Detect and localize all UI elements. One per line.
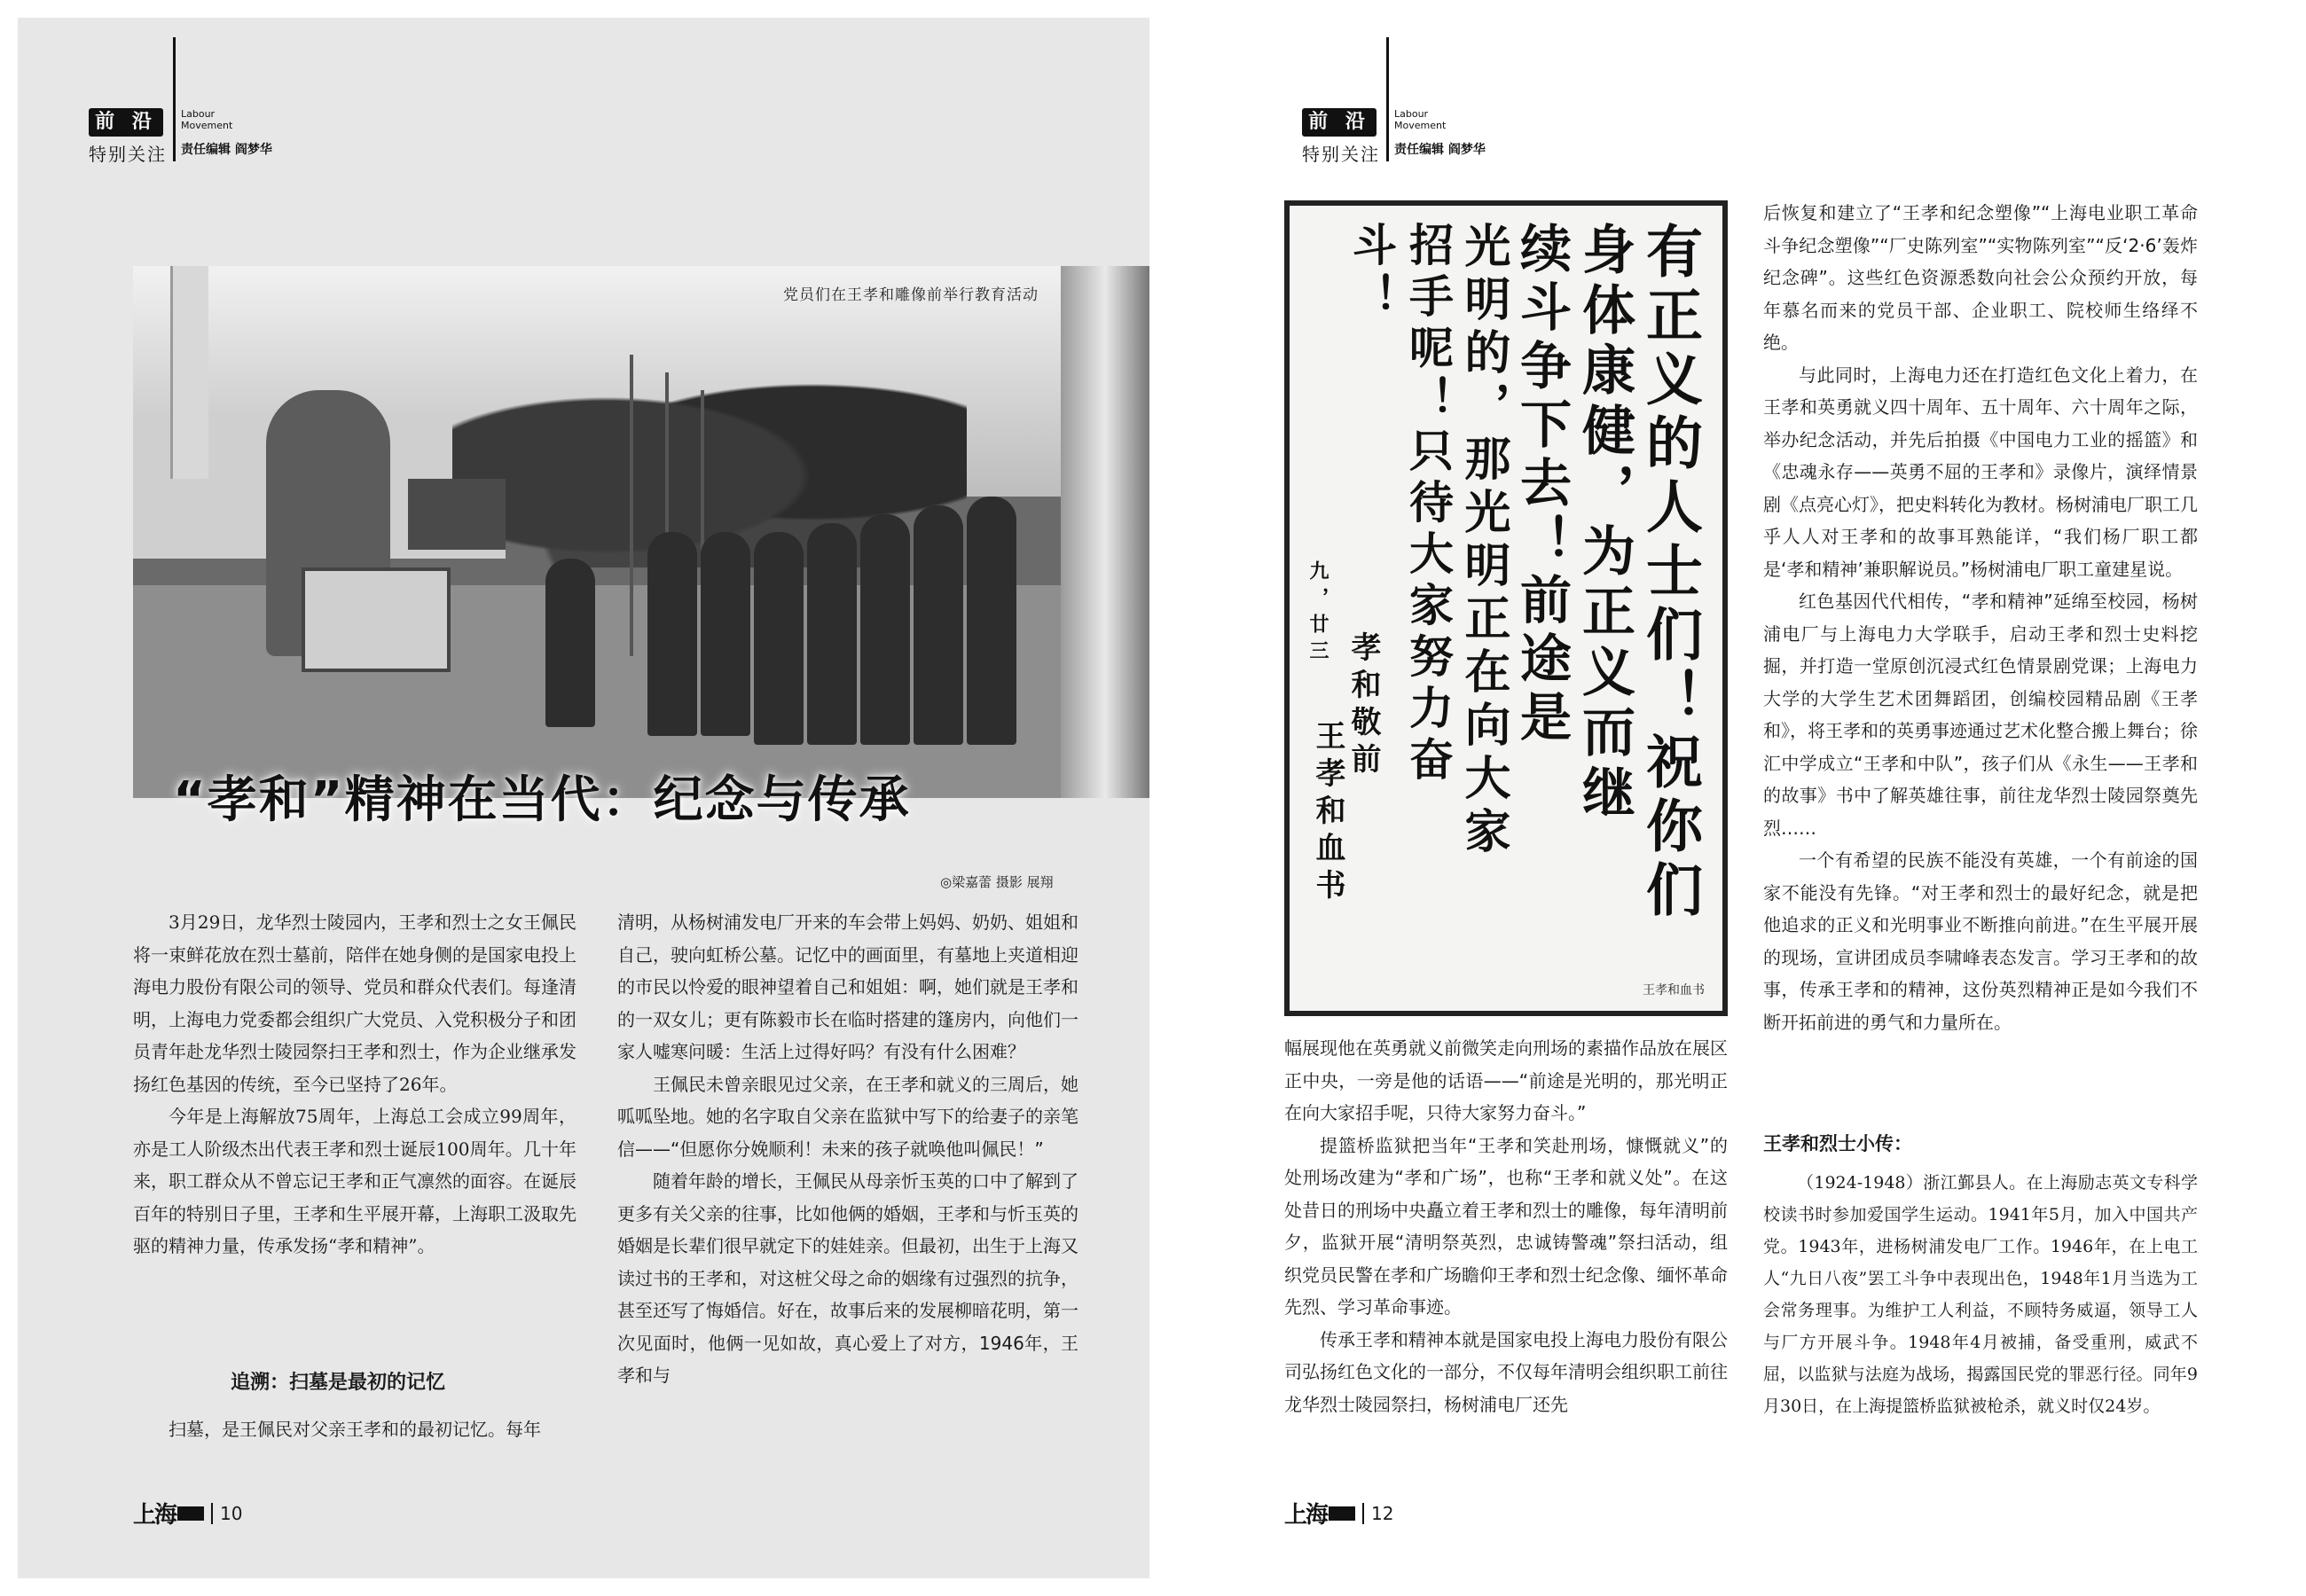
magazine-logo: 上海 [133, 1502, 176, 1529]
paragraph: 随着年龄的增长，王佩民从母亲忻玉英的口中了解到了更多有关父亲的往事，比如他俩的婚姻，王孝和与忻玉英的婚姻是长辈们很早就定下的娃娃亲。但最初，出生于上海又读过书的王孝和，对这桩父母之命的姻缘有过强烈的抗争，甚至还写了悔婚信。好在，故事后来的发展柳暗花明，第一次见面时，他俩一见如故，真心爱上了对方，1946年，王孝和与 [617, 1170, 1078, 1386]
column-2 [617, 906, 1078, 1392]
photo-person [967, 497, 1016, 745]
page-header [1302, 37, 1834, 170]
article-title: “孝和”精神在当代：纪念与传承 [173, 771, 911, 829]
section-label: 特别关注 [1302, 144, 1380, 165]
header-divider [1386, 37, 1389, 161]
header-divider [173, 37, 176, 161]
photo-person [914, 505, 963, 745]
section-english [181, 108, 232, 131]
paragraph: 王佩民未曾亲眼见过父亲，在王孝和就义的三周后，她呱呱坠地。她的名字取自父亲在监狱中写下的给妻子的亲笔信——“但愿你分娩顺利！未来的孩子就唤他叫佩民！” [617, 1073, 1078, 1160]
page-footer [133, 1497, 242, 1529]
editor-credit: 责任编辑 阎梦华 [1394, 143, 1486, 157]
page-number: 10 [220, 1502, 243, 1524]
paragraph: 提篮桥监狱把当年“王孝和笑赴刑场，慷慨就义”的处刑场改建为“孝和广场”，也称“王孝和就义处”。在这处昔日的刑场中央矗立着王孝和烈士的雕像，每年清明前夕，监狱开展“清明祭英烈，忠诚铸警魂”祭扫活动，组织党员民警在孝和广场瞻仰王孝和烈士纪念像、缅怀革命先烈、学习革命事迹。 [1284, 1134, 1728, 1318]
letter-column: 招手呢！只待大家努力奋 [1402, 222, 1455, 787]
column-3 [1284, 1032, 1728, 1420]
letter-column: 续斗争下去！前途是 [1511, 222, 1572, 748]
photo-person [701, 532, 750, 736]
english-line-1: Labour [181, 108, 216, 120]
paragraph: 与此同时，上海电力还在打造红色文化上着力，在王孝和英勇就义四十周年、五十周年、六十周年之际，举办纪念活动，并先后拍摄《中国电力工业的摇篮》和《忠魂永存——英勇不屈的王孝和》录像片，演绎情景剧《点亮心灯》，把史料转化为教材。杨树浦电厂职工几乎人人对王孝和的故事耳熟能详，“我们杨厂职工都是‘孝和精神’兼职解说员。”杨树浦电厂职工童建星说。 [1763, 364, 2198, 580]
photo-person [807, 523, 857, 745]
letter-date: 九，廿三 [1306, 560, 1329, 667]
right-page [1231, 18, 2306, 1578]
facsimile-caption: 王孝和血书 [1643, 983, 1705, 998]
page-footer [1284, 1497, 1393, 1529]
photo-person [860, 514, 910, 745]
paragraph: 幅展现他在英勇就义前微笑走向刑场的素描作品放在展区正中央，一旁是他的话语——“前途是光明的，那光明正在向大家招手呢，只待大家努力奋斗。” [1284, 1037, 1728, 1123]
letter-column: 有正义的人士们！祝你们 [1636, 222, 1703, 924]
party-flag [408, 479, 506, 550]
paragraph: 今年是上海解放75周年，上海总工会成立99周年，亦是工人阶级杰出代表王孝和烈士诞辰100周年。几十年来，职工群众从不曾忘记王孝和正气凛然的面容。在诞辰百年的特别日子里，王孝和生平展开幕，上海职工汲取先驱的精神力量，传承发扬“孝和精神”。 [133, 1106, 576, 1256]
paragraph: 红色基因代代相传，“孝和精神”延绵至校园，杨树浦电厂与上海电力大学联手，启动王孝和烈士史料挖掘，并打造一堂原创沉浸式红色情景剧党课；上海电力大学的大学生艺术团舞蹈团，创编校园精品剧《王孝和》，将王孝和的英勇事迹通过艺术化整合搬上舞台；徐汇中学成立“王孝和中队”，孩子们从《永生——王孝和的故事》书中了解英雄往事，前往龙华烈士陵园祭奠先烈…… [1763, 591, 2198, 839]
photo-caption: 党员们在王孝和雕像前举行教育活动 [783, 286, 1039, 304]
paragraph: 后恢复和建立了“王孝和纪念塑像”“上海电业职工革命斗争纪念塑像”“厂史陈列室”“实物陈列室”“反‘2·6’轰炸纪念碑”。这些红色资源悉数向社会公众预约开放，每年慕名而来的党员干部、企业职工、院校师生络绎不绝。 [1763, 202, 2198, 353]
letter-column: 斗！ [1345, 222, 1398, 325]
column-4 [1763, 197, 2198, 1038]
bio-box [1763, 1167, 2198, 1422]
photo-person [545, 559, 595, 727]
section-badge: 前 沿 [1302, 108, 1377, 137]
logo-mark [1329, 1506, 1355, 1521]
page-header [89, 37, 621, 170]
magazine-logo: 上海 [1284, 1502, 1328, 1529]
hero-photo [133, 266, 1149, 798]
paragraph: 一个有希望的民族不能没有英雄，一个有前途的国家不能没有先锋。“对王孝和烈士的最好纪念，就是把他追求的正义和光明事业不断推向前进。”在生平展开展的现场，宣讲团成员李啸峰表态发言。学习王孝和的故事，传承王孝和的精神，这份英烈精神正是如今我们不断开拓前进的勇气和力量所在。 [1763, 849, 2198, 1033]
byline: ◎梁嘉蕾 摄影 展翔 [940, 874, 1054, 890]
photo-side-graphic [1061, 266, 1149, 798]
section-subhead: 追溯：扫墓是最初的记忆 [231, 1372, 446, 1394]
section-label: 特别关注 [89, 144, 167, 165]
statue-plaque [302, 567, 451, 672]
left-page [18, 18, 1149, 1578]
paragraph: 3月29日，龙华烈士陵园内，王孝和烈士之女王佩民将一束鲜花放在烈士墓前，陪伴在她身侧的是国家电投上海电力股份有限公司的领导、党员和群众代表们。每逢清明，上海电力党委都会组织广大党员、入党积极分子和团员青年赴龙华烈士陵园祭扫王孝和烈士，作为企业继承发扬红色基因的传统，至今已坚持了26年。 [133, 911, 576, 1095]
bio-title: 王孝和烈士小传： [1763, 1133, 1912, 1154]
column-1 [133, 906, 576, 1263]
column-1-continued [133, 1413, 576, 1446]
photo-chimney [170, 266, 208, 479]
paragraph: 扫墓，是王佩民对父亲王孝和的最初记忆。每年 [169, 1419, 541, 1440]
page-number: 12 [1371, 1502, 1394, 1524]
logo-mark [177, 1506, 204, 1521]
letter-signature: 王孝和血书 [1310, 720, 1345, 906]
footer-divider [211, 1503, 213, 1524]
photo-person [754, 532, 804, 745]
letter-column: 光明的，那光明正在向大家 [1456, 222, 1510, 860]
editor-credit: 责任编辑 阎梦华 [181, 143, 272, 157]
english-line-2: Movement [181, 120, 233, 131]
paragraph: 清明，从杨树浦发电厂开来的车会带上妈妈、奶奶、姐姐和自己，驶向虹桥公墓。记忆中的画面里，有墓地上夹道相迎的市民以怜爱的眼神望着自己和姐姐：啊，她们就是王孝和的一双女儿；更有陈毅市长在临时搭建的篷房内，向他们一家人嘘寒问暖：生活上过得好吗？有没有什么困难？ [617, 911, 1078, 1062]
letter-column: 身体康健，为正义而继 [1573, 222, 1635, 825]
english-line-1: Labour [1394, 108, 1429, 120]
paragraph: 传承王孝和精神本就是国家电投上海电力股份有限公司弘扬红色文化的一部分，不仅每年清明会组织职工前往龙华烈士陵园祭扫，杨树浦电厂还先 [1284, 1328, 1728, 1415]
footer-divider [1362, 1503, 1364, 1524]
photo-person [647, 532, 697, 736]
letter-signoff: 孝和敬前 [1345, 631, 1381, 780]
blood-letter-facsimile [1284, 200, 1728, 1016]
section-badge: 前 沿 [89, 108, 163, 137]
english-line-2: Movement [1394, 120, 1447, 131]
section-english [1394, 108, 1446, 131]
bio-text: （1924-1948）浙江鄞县人。在上海励志英文专科学校读书时参加爱国学生运动。1941年5月，加入中国共产党。1943年，进杨树浦发电厂工作。1946年，在上电工人“九日八夜”罢工斗争中表现出色，1948年1月当选为工会常务理事。为维护工人利益，不顾特务威逼，领导工人与厂方开展斗争。1948年4月被捕，备受重刑，威武不屈，以监狱与法庭为战场，揭露国民党的罪恶行径。同年9月30日，在上海提篮桥监狱被枪杀，就义时仅24岁。 [1763, 1173, 2198, 1416]
flag-pole [630, 355, 633, 656]
